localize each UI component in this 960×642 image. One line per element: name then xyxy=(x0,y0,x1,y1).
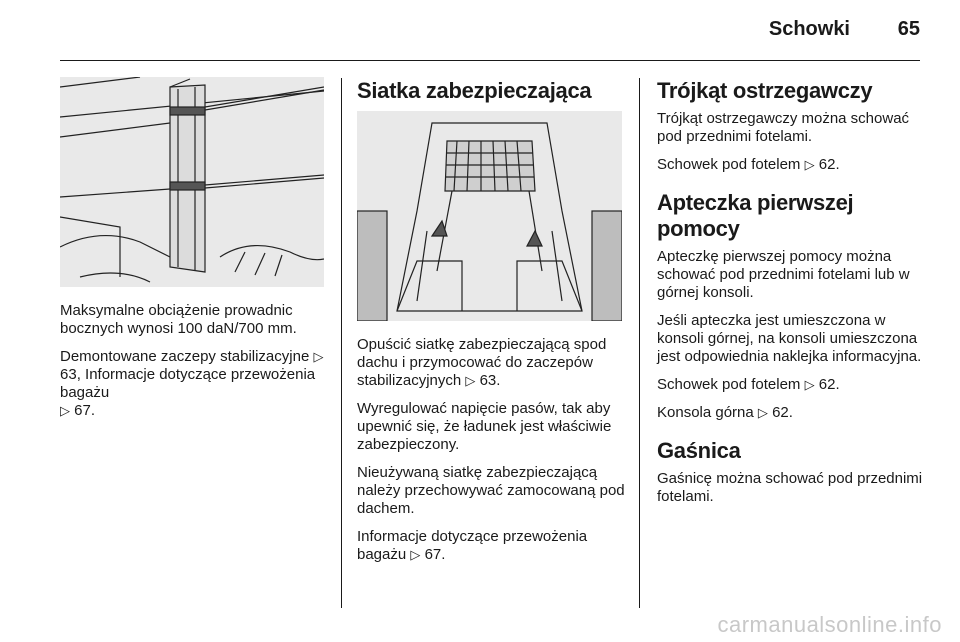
page-reference-arrow-icon: ▷ xyxy=(313,349,324,364)
page-title: Schowki xyxy=(768,18,850,40)
middle-column-heading xyxy=(357,78,627,110)
text-run: Schowek pod fotelem xyxy=(657,376,805,393)
paragraph: Nieużywaną siatkę zabezpieczającą należy przechowywać zamocowaną pod dachem. xyxy=(357,464,625,517)
text-run: . xyxy=(496,372,501,389)
text-run: . xyxy=(441,546,446,563)
section-heading: Trójkąt ostrzegawczy xyxy=(657,78,873,103)
page-reference[interactable]: 62 xyxy=(818,376,836,393)
paragraph xyxy=(357,528,629,564)
page-reference-arrow-icon: ▷ xyxy=(804,377,815,392)
paragraph: Wyregulować napięcie pasów, tak aby upewnić się, że ładunek jest właściwie zabezpieczony. xyxy=(357,400,612,453)
watermark: carmanualsonline.info xyxy=(717,612,942,637)
text-run: Schowek pod fotelem xyxy=(657,156,805,173)
paragraph: Apteczkę pierwszej pomocy można schować pod przednimi fotelami lub w górnej konsoli. xyxy=(657,248,910,301)
page-reference-arrow-icon: ▷ xyxy=(757,405,768,420)
section-heading: Gaśnica xyxy=(657,438,741,463)
text-run: Opuścić siatkę zabezpieczającą spod dachu i przymocować do zaczepów stabilizacyjnych xyxy=(357,336,607,389)
text-run: Demontowane zaczepy stabilizacyjne xyxy=(60,348,314,365)
paragraph xyxy=(60,348,332,420)
paragraph: Trójkąt ostrzegawczy można schować pod przednimi fotelami. xyxy=(657,110,910,145)
text-run: . xyxy=(835,156,840,173)
page-reference[interactable]: 62 xyxy=(772,404,789,421)
section-heading: Apteczka pierwszej pomocy xyxy=(657,190,854,241)
text-run: Informacje dotyczące przewożenia bagażu xyxy=(357,528,588,563)
text-run: . xyxy=(90,402,96,419)
page-reference[interactable]: 67 xyxy=(74,402,91,419)
middle-column-text xyxy=(357,336,629,574)
paragraph: Maksymalne obciążenie prowadnic bocznych wynosi 100 daN/700 mm. xyxy=(60,302,297,337)
page-number: 65 xyxy=(897,18,920,40)
paragraph: Jeśli apteczka jest umieszczona w konsoli górnej, na konsoli umieszczona jest odpowiednia naklejka informacyjna. xyxy=(657,312,922,365)
page-reference[interactable]: 62 xyxy=(818,156,836,173)
text-run: . xyxy=(788,404,793,421)
page-reference-arrow-icon: ▷ xyxy=(60,403,70,418)
section-heading: Siatka zabezpieczająca xyxy=(357,78,592,103)
right-column-text xyxy=(657,78,925,516)
paragraph xyxy=(657,156,925,174)
paragraph xyxy=(357,336,629,390)
column-divider xyxy=(639,78,640,608)
column-divider xyxy=(341,78,342,608)
page-reference[interactable]: 63 xyxy=(479,372,497,389)
page-reference[interactable]: 67 xyxy=(424,546,442,563)
page-reference-arrow-icon: ▷ xyxy=(465,373,476,388)
text-run: , Informacje dotyczące przewożenia bagażu xyxy=(60,366,316,401)
text-run: Konsola górna xyxy=(657,404,758,421)
safety-net-illustration xyxy=(357,111,622,321)
paragraph xyxy=(657,404,925,422)
cargo-rail-illustration xyxy=(60,77,324,287)
paragraph xyxy=(657,376,925,394)
paragraph: Gaśnicę można schować pod przednimi fotelami. xyxy=(657,470,923,505)
left-column-text xyxy=(60,302,332,430)
text-run: . xyxy=(835,376,840,393)
page-reference-arrow-icon: ▷ xyxy=(804,157,815,172)
page-reference-arrow-icon: ▷ xyxy=(410,547,421,562)
page-reference[interactable]: 63 xyxy=(60,366,77,383)
header-divider xyxy=(60,60,920,61)
